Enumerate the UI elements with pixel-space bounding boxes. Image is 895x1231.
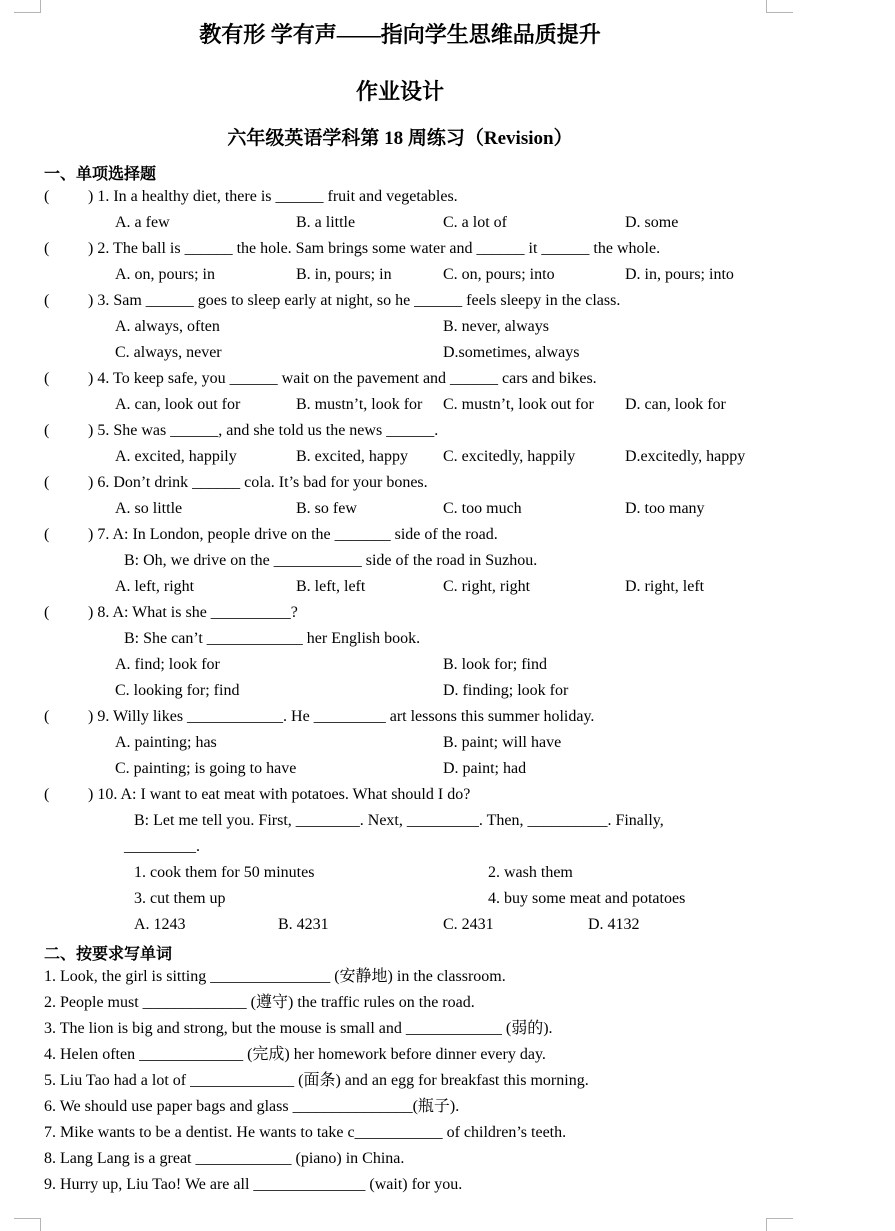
q10-dialogue-b-continued: _________. — [124, 838, 200, 855]
q10-step-2: 2. wash them — [488, 864, 573, 881]
q5-option-d: D.excitedly, happy — [625, 448, 746, 465]
q1-option-b: B. a little — [296, 214, 356, 231]
word-question-8: 8. Lang Lang is a great ____________ (piano) in China. — [44, 1150, 405, 1167]
word-question-4: 4. Helen often _____________ (完成) her homework before dinner every day. — [44, 1046, 546, 1063]
q7-option-a: A. left, right — [115, 578, 195, 595]
q6-option-a: A. so little — [115, 500, 183, 517]
word-question-7: 7. Mike wants to be a dentist. He wants to take c___________ of children’s teeth. — [44, 1124, 567, 1141]
q8-option-a: A. find; look for — [115, 656, 220, 673]
q1-option-a: A. a few — [115, 214, 170, 231]
q5-option-c: C. excitedly, happily — [443, 448, 576, 465]
q9-option-c: C. painting; is going to have — [115, 760, 297, 777]
q3-option-a: A. always, often — [115, 318, 220, 335]
q4-option-c: C. mustn’t, look out for — [443, 396, 594, 413]
q2-option-b: B. in, pours; in — [296, 266, 392, 283]
q1-option-c: C. a lot of — [443, 214, 507, 231]
q10-step-1: 1. cook them for 50 minutes — [134, 864, 315, 881]
question-10: ( ) 10. A: I want to eat meat with potatoes. What should I do? — [44, 786, 471, 803]
question-3: ( ) 3. Sam ______ goes to sleep early at night, so he ______ feels sleepy in the class. — [44, 292, 621, 309]
question-5: ( ) 5. She was ______, and she told us the news ______. — [44, 422, 439, 439]
exercise-title: 六年级英语学科第 18 周练习（Revision） — [227, 128, 573, 149]
q1-option-d: D. some — [625, 214, 679, 231]
crop-mark-top-left — [14, 0, 41, 13]
q7-dialogue-b: B: Oh, we drive on the ___________ side of the road in Suzhou. — [124, 552, 538, 569]
q5-option-a: A. excited, happily — [115, 448, 237, 465]
q6-option-b: B. so few — [296, 500, 357, 517]
q3-option-b: B. never, always — [443, 318, 549, 335]
q10-step-3: 3. cut them up — [134, 890, 226, 907]
q10-step-4: 4. buy some meat and potatoes — [488, 890, 686, 907]
q8-option-b: B. look for; find — [443, 656, 547, 673]
q10-option-c: C. 2431 — [443, 916, 494, 933]
q7-option-d: D. right, left — [625, 578, 705, 595]
q2-option-d: D. in, pours; into — [625, 266, 734, 283]
sub-title: 作业设计 — [355, 79, 444, 104]
word-question-2: 2. People must _____________ (遵守) the traffic rules on the road. — [44, 994, 475, 1011]
q3-option-d: D.sometimes, always — [443, 344, 580, 361]
q8-option-d: D. finding; look for — [443, 682, 569, 699]
question-6: ( ) 6. Don’t drink ______ cola. It’s bad for your bones. — [44, 474, 428, 491]
word-question-6: 6. We should use paper bags and glass _______________(瓶子). — [44, 1098, 460, 1115]
question-7: ( ) 7. A: In London, people drive on the _______ side of the road. — [44, 526, 498, 543]
crop-mark-bottom-right — [766, 1218, 793, 1231]
q9-option-d: D. paint; had — [443, 760, 527, 777]
q4-option-b: B. mustn’t, look for — [296, 396, 423, 413]
crop-mark-top-right — [766, 0, 793, 13]
question-2: ( ) 2. The ball is ______ the hole. Sam brings some water and ______ it ______ the whole. — [44, 240, 661, 257]
q7-option-b: B. left, left — [296, 578, 366, 595]
q10-option-d: D. 4132 — [588, 916, 640, 933]
q6-option-c: C. too much — [443, 500, 522, 517]
question-9: ( ) 9. Willy likes ____________. He _________ art lessons this summer holiday. — [44, 708, 595, 725]
q8-option-c: C. looking for; find — [115, 682, 240, 699]
crop-mark-bottom-left — [14, 1218, 41, 1231]
q10-option-b: B. 4231 — [278, 916, 329, 933]
q5-option-b: B. excited, happy — [296, 448, 408, 465]
word-question-3: 3. The lion is big and strong, but the mouse is small and ____________ (弱的). — [44, 1020, 553, 1037]
q6-option-d: D. too many — [625, 500, 705, 517]
section-heading-multiple-choice: 一、单项选择题 — [44, 166, 157, 183]
q10-dialogue-b: B: Let me tell you. First, ________. Next, _________. Then, __________. Finally, — [134, 812, 664, 829]
q9-option-a: A. painting; has — [115, 734, 217, 751]
question-4: ( ) 4. To keep safe, you ______ wait on the pavement and ______ cars and bikes. — [44, 370, 597, 387]
question-8: ( ) 8. A: What is she __________? — [44, 604, 298, 621]
word-question-5: 5. Liu Tao had a lot of _____________ (面条) and an egg for breakfast this morning. — [44, 1072, 589, 1089]
q2-option-c: C. on, pours; into — [443, 266, 555, 283]
section-heading-word-forms: 二、按要求写单词 — [44, 946, 173, 963]
q8-dialogue-b: B: She can’t ____________ her English book. — [124, 630, 421, 647]
word-question-9: 9. Hurry up, Liu Tao! We are all ______________ (wait) for you. — [44, 1176, 463, 1193]
q10-option-a: A. 1243 — [134, 916, 186, 933]
main-title: 教有形 学有声——指向学生思维品质提升 — [199, 22, 601, 47]
q4-option-d: D. can, look for — [625, 396, 726, 413]
question-1: ( ) 1. In a healthy diet, there is ______ fruit and vegetables. — [44, 188, 458, 205]
q3-option-c: C. always, never — [115, 344, 222, 361]
q2-option-a: A. on, pours; in — [115, 266, 215, 283]
q9-option-b: B. paint; will have — [443, 734, 562, 751]
q4-option-a: A. can, look out for — [115, 396, 241, 413]
q7-option-c: C. right, right — [443, 578, 531, 595]
word-question-1: 1. Look, the girl is sitting _______________ (安静地) in the classroom. — [44, 968, 506, 985]
